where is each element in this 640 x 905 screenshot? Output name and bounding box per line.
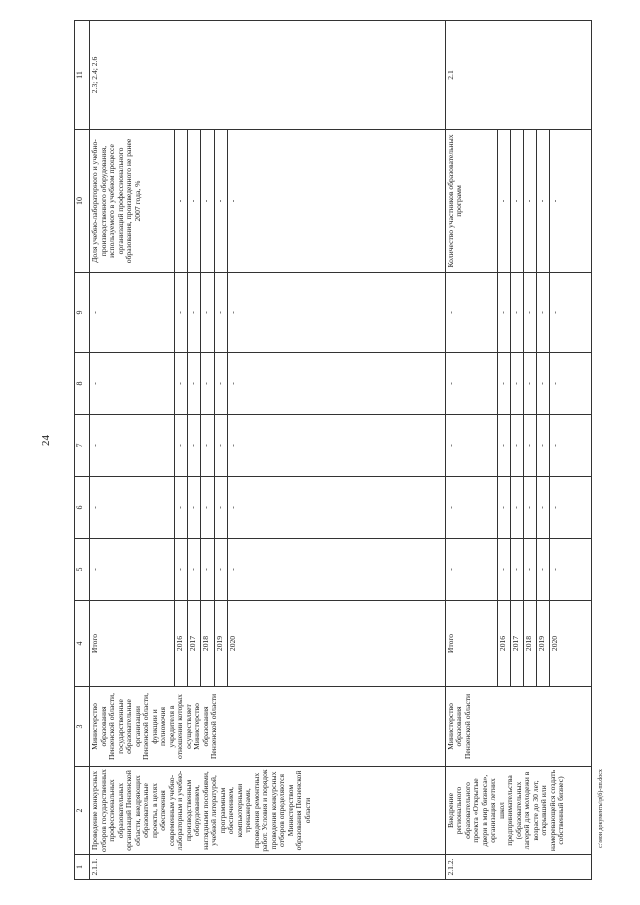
value-cell: - xyxy=(227,477,445,539)
value-cell: - xyxy=(175,353,188,415)
indicator-value: - xyxy=(511,130,524,273)
indicator-value: - xyxy=(524,130,537,273)
indicator-value: - xyxy=(201,130,214,273)
value-cell: - xyxy=(498,353,511,415)
header-cell-2: 2 xyxy=(75,767,90,855)
header-cell-8: 8 xyxy=(75,353,90,415)
value-cell: - xyxy=(90,477,175,539)
header-row xyxy=(75,21,90,880)
header-cell-4: 4 xyxy=(75,601,90,687)
header-cell-9: 9 xyxy=(75,273,90,353)
value-cell: - xyxy=(524,415,537,477)
indicator-value: - xyxy=(214,130,227,273)
program-activities-table xyxy=(74,20,592,880)
value-cell: - xyxy=(227,415,445,477)
value-cell: - xyxy=(511,273,524,353)
row-number: 2.1.1. xyxy=(90,855,446,880)
value-cell: - xyxy=(511,353,524,415)
value-cell: - xyxy=(537,273,550,353)
value-cell: - xyxy=(537,539,550,601)
value-cell: - xyxy=(201,415,214,477)
table-row xyxy=(90,21,175,880)
value-cell: - xyxy=(537,353,550,415)
value-cell: - xyxy=(498,273,511,353)
page-number: 24 xyxy=(40,435,52,446)
year-label: 2018 xyxy=(201,601,214,687)
total-label: Итого xyxy=(445,601,497,687)
value-cell: - xyxy=(201,539,214,601)
indicator-value: - xyxy=(498,130,511,273)
year-label: 2019 xyxy=(214,601,227,687)
value-cell: - xyxy=(175,539,188,601)
year-label: 2017 xyxy=(188,601,201,687)
activity-description: Внедрение регионального образовательного проекта «Открытые двери в мир бизнеса», организация летних школ предпринимательства (образовательных лагерей для молодежи в возрасте до 30 лет, открывшей или намеревающейся создать собственный бизнес) xyxy=(445,767,591,855)
value-cell: - xyxy=(175,477,188,539)
value-cell: - xyxy=(227,273,445,353)
indicator-value: - xyxy=(550,130,592,273)
year-label: 2020 xyxy=(550,601,592,687)
header-cell-3: 3 xyxy=(75,687,90,767)
header-cell-11: 11 xyxy=(75,21,90,130)
value-cell: - xyxy=(511,477,524,539)
value-cell: - xyxy=(550,477,592,539)
year-label: 2016 xyxy=(175,601,188,687)
executor: Министерство образования Пензенской области, государственные образовательные организации Пензенской области, функции и полномочия учредителя в отношении которых осуществляет Министерство образования Пензенской области xyxy=(90,687,446,767)
value-cell: - xyxy=(90,353,175,415)
year-label: 2017 xyxy=(511,601,524,687)
value-cell: - xyxy=(550,415,592,477)
activity-description: Проведение конкурсных отборов государственных профессиональных образовательных организаций Пензенской области, внедряющих образовательные проекты, в целях обеспечения современным учебно-лабораторным и учебно-производственным оборудованием, наглядными пособиями, учебной литературой, программным обеспечением, компьютерными тренажерами, проведения ремонтных работ. Условия и порядок проведения конкурсных отборов определяются Министерством образования Пензенской области xyxy=(90,767,446,855)
table-body xyxy=(75,21,592,880)
value-cell: - xyxy=(511,415,524,477)
footer-file-path: c:\мои документы\р(б)-пп.docx xyxy=(598,769,604,848)
indicator-value: - xyxy=(227,130,445,273)
indicator-name: Количество участников образовательных программ xyxy=(445,130,497,273)
value-cell: - xyxy=(524,273,537,353)
year-label: 2016 xyxy=(498,601,511,687)
value-cell: - xyxy=(445,477,497,539)
value-cell: - xyxy=(201,353,214,415)
row-number: 2.1.2. xyxy=(445,855,591,880)
value-cell: - xyxy=(550,353,592,415)
value-cell: - xyxy=(90,273,175,353)
value-cell: - xyxy=(445,273,497,353)
value-cell: - xyxy=(524,539,537,601)
value-cell: - xyxy=(227,353,445,415)
value-cell: - xyxy=(445,539,497,601)
links-cell: 2.3; 2.4; 2.6 xyxy=(90,21,446,130)
value-cell: - xyxy=(90,415,175,477)
indicator-value: - xyxy=(175,130,188,273)
value-cell: - xyxy=(524,477,537,539)
year-label: 2020 xyxy=(227,601,445,687)
value-cell: - xyxy=(201,477,214,539)
value-cell: - xyxy=(511,539,524,601)
value-cell: - xyxy=(214,477,227,539)
value-cell: - xyxy=(175,415,188,477)
indicator-value: - xyxy=(188,130,201,273)
value-cell: - xyxy=(188,273,201,353)
value-cell: - xyxy=(537,415,550,477)
value-cell: - xyxy=(550,539,592,601)
value-cell: - xyxy=(524,353,537,415)
value-cell: - xyxy=(214,415,227,477)
value-cell: - xyxy=(498,415,511,477)
year-label: 2019 xyxy=(537,601,550,687)
value-cell: - xyxy=(214,539,227,601)
value-cell: - xyxy=(201,273,214,353)
value-cell: - xyxy=(188,477,201,539)
header-cell-5: 5 xyxy=(75,539,90,601)
value-cell: - xyxy=(90,539,175,601)
links-cell: 2.1 xyxy=(445,21,591,130)
value-cell: - xyxy=(188,353,201,415)
header-cell-10: 10 xyxy=(75,130,90,273)
header-cell-7: 7 xyxy=(75,415,90,477)
rotated-table-container xyxy=(74,20,592,880)
indicator-name: Доля учебно-лабораторного и учебно-производственного оборудования, используемого в учебном процессе организаций профессионального образования, произведенного не ранее 2007 года, % xyxy=(90,130,175,273)
value-cell: - xyxy=(537,477,550,539)
header-cell-1: 1 xyxy=(75,855,90,880)
year-label: 2018 xyxy=(524,601,537,687)
header-cell-6: 6 xyxy=(75,477,90,539)
executor: Министерство образования Пензенской области xyxy=(445,687,591,767)
indicator-value: - xyxy=(537,130,550,273)
value-cell: - xyxy=(188,539,201,601)
value-cell: - xyxy=(550,273,592,353)
value-cell: - xyxy=(214,273,227,353)
value-cell: - xyxy=(175,273,188,353)
value-cell: - xyxy=(498,477,511,539)
value-cell: - xyxy=(498,539,511,601)
value-cell: - xyxy=(445,353,497,415)
value-cell: - xyxy=(445,415,497,477)
value-cell: - xyxy=(188,415,201,477)
table-row xyxy=(445,21,497,880)
value-cell: - xyxy=(227,539,445,601)
total-label: Итого xyxy=(90,601,175,687)
value-cell: - xyxy=(214,353,227,415)
